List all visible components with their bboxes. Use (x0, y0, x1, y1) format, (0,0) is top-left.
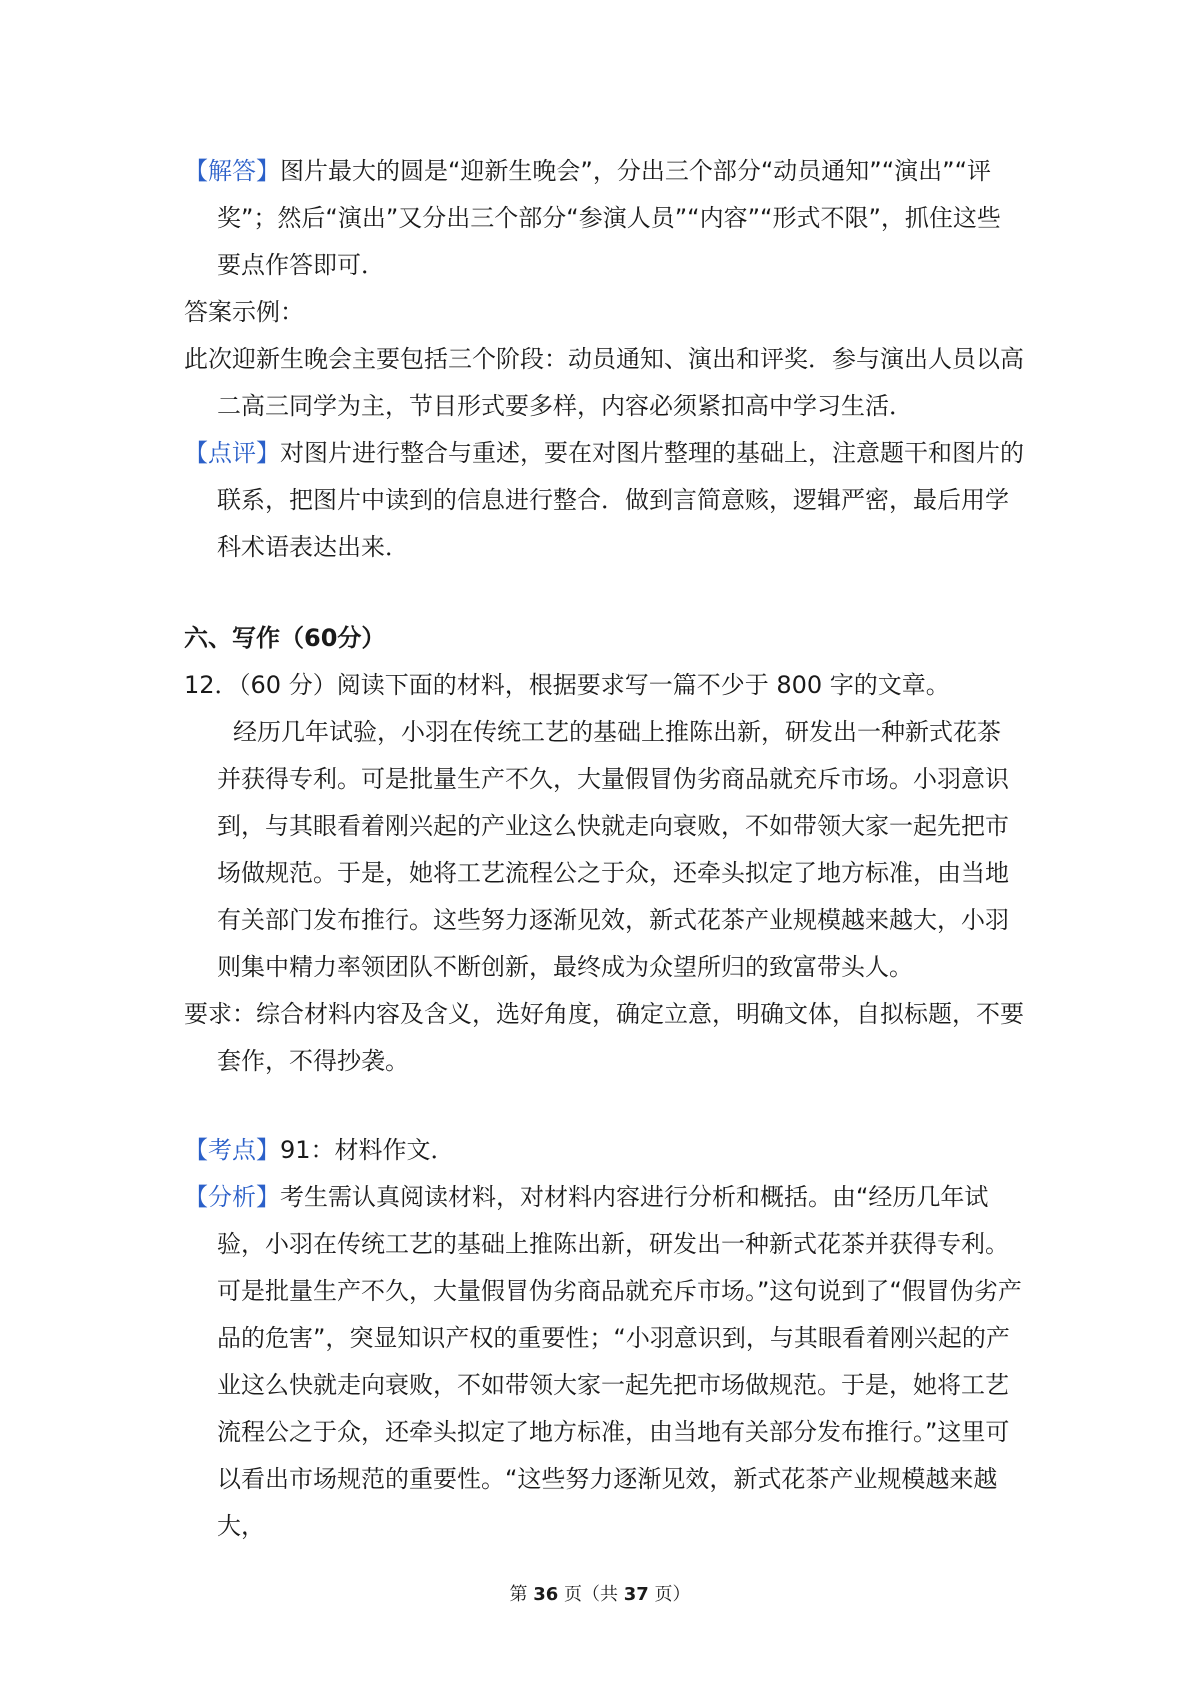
spacer (184, 571, 1024, 615)
footer-total-pages: 37 (623, 1584, 649, 1605)
comment-block (184, 430, 1024, 571)
section-title: 六、写作（60分） (184, 624, 386, 652)
answer-explanation-block (184, 148, 1024, 289)
footer-mid: 页（共 (564, 1584, 618, 1605)
test-point-text: 91：材料作文． (280, 1136, 455, 1164)
footer-page-number: 36 (533, 1584, 559, 1605)
material-paragraph: 经历几年试验，小羽在传统工艺的基础上推陈出新，研发出一种新式花茶并获得专利。可是批量生产不久，大量假冒伪劣商品就充斥市场。小羽意识到，与其眼看着刚兴起的产业这么快就走向衰败，不如带领大家一起先把市场做规范。于是，她将工艺流程公之于众，还牵头拟定了地方标准，由当地有关部门发布推行。这些努力逐渐见效，新式花茶产业规模越来越大，小羽则集中精力率领团队不断创新，最终成为众望所归的致富带头人。 (217, 718, 1009, 981)
footer-prefix: 第 (509, 1584, 528, 1605)
answer-tag: 【解答】 (184, 157, 280, 185)
analysis-text: 考生需认真阅读材料，对材料内容进行分析和概括。由“经历几年试验，小羽在传统工艺的基础上推陈出新，研发出一种新式花茶并获得专利。可是批量生产不久，大量假冒伪劣商品就充斥市场。”这句说到了“假冒伪劣产品的危害”，突显知识产权的重要性；“小羽意识到，与其眼看着刚兴起的产业这么快就走向衰败，不如带领大家一起先把市场做规范。于是，她将工艺流程公之于众，还牵头拟定了地方标准，由当地有关部分发布推行。”这里可以看出市场规范的重要性。“这些努力逐渐见效，新式花茶产业规模越来越大， (217, 1183, 1022, 1540)
page-content (184, 148, 1024, 1550)
requirement-text: 要求：综合材料内容及含义，选好角度，确定立意，明确文体，自拟标题，不要套作，不得抄袭。 (184, 1000, 1024, 1075)
question-12: 12．（60 分）阅读下面的材料，根据要求写一篇不少于 800 字的文章。 (184, 671, 950, 699)
test-point-block (184, 1127, 1024, 1174)
answer-example-label: 答案示例： (184, 298, 304, 326)
answer-explanation-text: 图片最大的圆是“迎新生晚会”，分出三个部分“动员通知”“演出”“评奖”；然后“演出”又分出三个部分“参演人员”“内容”“形式不限”，抓住这些要点作答即可． (217, 157, 1001, 279)
answer-example-text: 此次迎新生晚会主要包括三个阶段：动员通知、演出和评奖．参与演出人员以高二高三同学为主，节目形式要多样，内容必须紧扣高中学习生活． (184, 345, 1024, 420)
footer-suffix: 页） (654, 1584, 691, 1605)
comment-tag: 【点评】 (184, 439, 280, 467)
spacer (184, 1085, 1024, 1127)
analysis-tag: 【分析】 (184, 1183, 280, 1211)
comment-text: 对图片进行整合与重述，要在对图片整理的基础上，注意题干和图片的联系，把图片中读到的信息进行整合．做到言简意赅，逻辑严密，最后用学科术语表达出来． (217, 439, 1024, 561)
test-point-tag: 【考点】 (184, 1136, 280, 1164)
analysis-block (184, 1174, 1024, 1550)
page-footer (0, 1580, 1200, 1606)
